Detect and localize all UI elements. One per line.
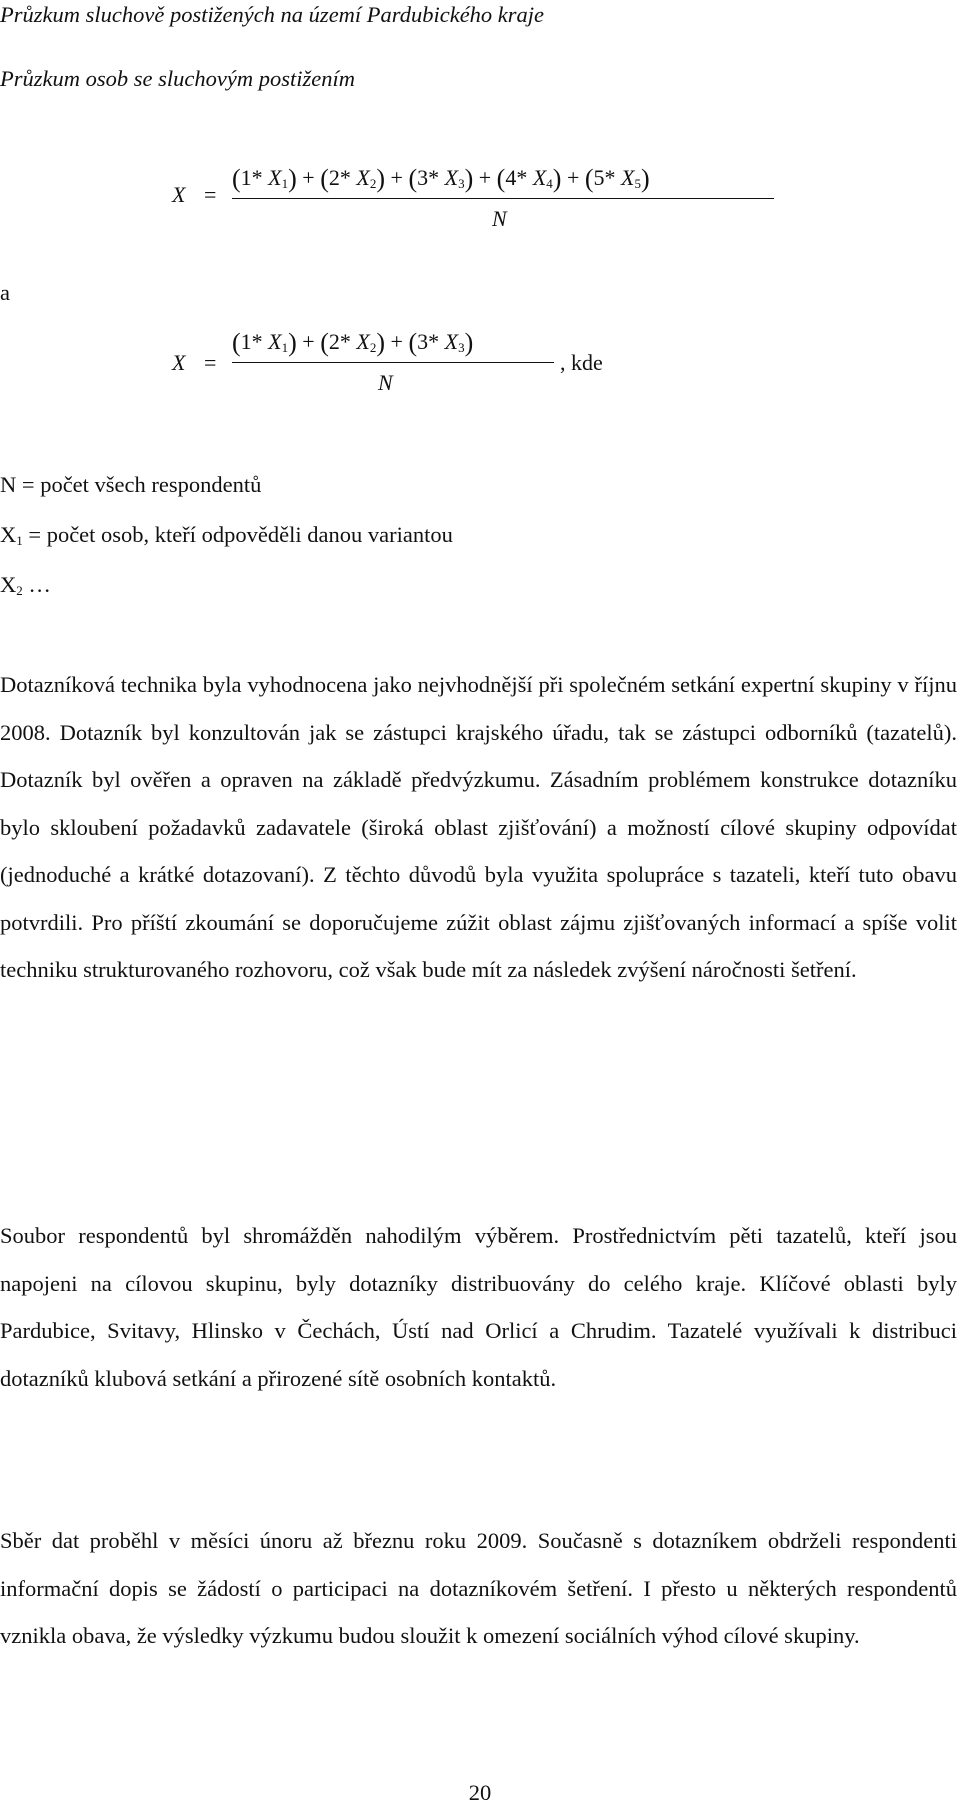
definition-x1: $X_1$ = počet osob, kteří odpověděli danou variantou bbox=[0, 522, 453, 548]
document-header-subtitle: Průzkum osob se sluchovým postižením bbox=[0, 66, 355, 91]
paragraph-sample: Soubor respondentů byl shromážděn nahodilým výběrem. Prostřednictvím pěti tazatelů, kteří jsou napojeni na cílovou skupinu, byly dotazníky distribuovány do celého kraje. Klíčové oblasti byly Pardubice, Svitavy, Hlinsko v Čechách, Ústí nad Orlicí a Chrudim. Tazatelé využívali k distribuci dotazníků klubová setkání a přirozené sítě osobních kontaktů. bbox=[0, 1223, 957, 1391]
formula1-fraction-bar bbox=[232, 198, 774, 199]
formula2-denominator: N bbox=[378, 370, 393, 395]
definition-x2: $X_2$ … bbox=[0, 572, 51, 598]
formula2-fraction-bar bbox=[232, 362, 554, 363]
document-header-title: Průzkum sluchově postižených na území Pardubického kraje bbox=[0, 2, 545, 27]
formula2-numerator: (1* $X_1) + (2*$ $X_2) + (3*$ $X_3$) bbox=[232, 328, 474, 357]
formula-connector: a bbox=[0, 280, 10, 305]
formula-weighted-mean-5 bbox=[0, 160, 960, 270]
definition-n: N = počet všech respondentů bbox=[0, 472, 262, 497]
paragraph-methodology: Dotazníková technika byla vyhodnocena jako nejvhodnější při společném setkání expertní skupiny v říjnu 2008. Dotazník byl konzultován jak se zástupci krajského úřadu, tak se zástupci odborníků (tazatelů). Dotazník byl ověřen a opraven na základě předvýzkumu. Zásadním problémem konstrukce dotazníku bylo skloubení požadavků zadavatele (široká oblast zjišťování) a možností cílové skupiny odpovídat (jednoduché a krátké dotazovaní). Z těchto důvodů byla využita spolupráce s tazateli, kteří tuto obavu potvrdili. Pro příští zkoumání se doporučujeme zúžit oblast zájmu zjišťovaných informací a spíše volit techniku strukturovaného rozhovoru, což však bude mít za následek zvýšení náročnosti šetření. bbox=[0, 672, 957, 982]
formula1-numerator: (1* $X_1) + (2*$ $X_2) + (3*$ $X_3) + (4*$ $X_4) + (5*$ $X_5$) bbox=[232, 164, 650, 193]
formula2-suffix: , kde bbox=[560, 350, 603, 375]
formula-weighted-mean-3 bbox=[0, 318, 960, 408]
formula2-equals: = bbox=[204, 350, 217, 375]
formula1-equals: = bbox=[204, 182, 217, 207]
formula2-lhs: X bbox=[172, 350, 186, 375]
formula1-lhs: X bbox=[172, 182, 186, 207]
paragraph-data-collection: Sběr dat proběhl v měsíci únoru až březnu roku 2009. Současně s dotazníkem obdrželi respondenti informační dopis se žádostí o participaci na dotazníkovém šetření. I přesto u některých respondentů vznikla obava, že výsledky výzkumu budou sloužit k omezení sociálních výhod cílové skupiny. bbox=[0, 1528, 957, 1648]
formula1-denominator: N bbox=[492, 206, 507, 231]
page-number: 20 bbox=[468, 1780, 492, 1805]
